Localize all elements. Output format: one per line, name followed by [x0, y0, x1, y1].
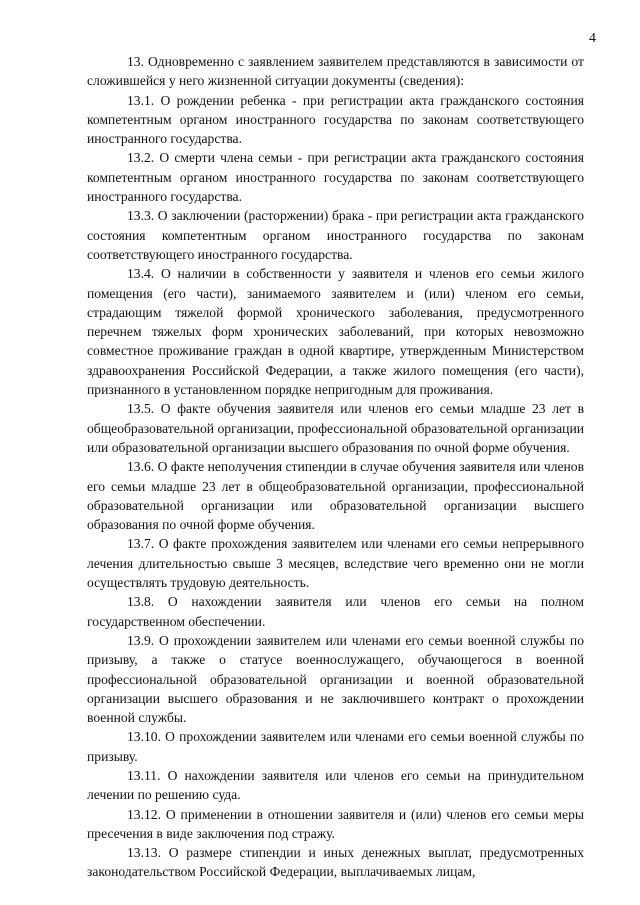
- paragraph-13-12: 13.12. О применении в отношении заявителя и (или) членов его семьи меры пресечения в виде заключения под стражу.: [87, 806, 584, 841]
- paragraph-13-8: 13.8. О нахождении заявителя или членов его семьи на полном государственном обеспечении.: [87, 594, 584, 629]
- page-number: 4: [589, 31, 596, 46]
- paragraph-13-3: 13.3. О заключении (расторжении) брака - при регистрации акта гражданского состояния компетентным органом иностранного государства по законам соответствующего иностранного государства.: [87, 208, 584, 262]
- paragraph-13-6: 13.6. О факте неполучения стипендии в случае обучения заявителя или членов его семьи младше 23 лет в общеобразовательной организации, профессиональной образовательной организации или образовательной организации высшего образования по очной форме обучения.: [87, 459, 584, 533]
- paragraph-13-7: 13.7. О факте прохождения заявителем или членами его семьи непрерывного лечения длительностью свыше 3 месяцев, вследствие чего временно они не могли осуществлять трудовую деятельность.: [87, 536, 584, 591]
- paragraph-13-1: 13.1. О рождении ребенка - при регистрации акта гражданского состояния компетентным органом иностранного государства по законам соответствующего иностранного государства.: [87, 92, 584, 147]
- paragraph-13-5: 13.5. О факте обучения заявителя или членов его семьи младше 23 лет в общеобразовательной организации, профессиональной образовательной организации или образовательной организации высшего образования по очной форме обучения.: [87, 401, 584, 455]
- document-body: [87, 52, 584, 882]
- paragraph-13: 13. Одновременно с заявлением заявителем представляются в зависимости от сложившейся у него жизненной ситуации документы (сведения):: [87, 54, 584, 89]
- paragraph-13-11: 13.11. О нахождении заявителя или членов его семьи на принудительном лечении по решению суда.: [87, 767, 584, 803]
- paragraph-13-4: 13.4. О наличии в собственности у заявителя и членов его семьи жилого помещения (его части), занимаемого заявителем и (или) членом его семьи, страдающим тяжелой формой хронического заболевания, предусмотренного перечнем тяжелых форм хронических заболеваний, при которых невозможно совместное проживание граждан в одной квартире, утвержденным Министерством здравоохранения Российской Федерации, а также жилого помещения (его части), признанного в установленном порядке непригодным для проживания.: [87, 266, 584, 398]
- paragraph-13-9: 13.9. О прохождении заявителем или членами его семьи военной службы по призыву, а также о статусе военнослужащего, обучающегося в военной профессиональной образовательной организации и военной образовательной организации высшего образования и не заключившего контракт о прохождении военной службы.: [87, 632, 584, 726]
- paragraph-13-2: 13.2. О смерти члена семьи - при регистрации акта гражданского состояния компетентным органом иностранного государства по законам соответствующего иностранного государства.: [87, 150, 584, 205]
- paragraph-13-13: 13.13. О размере стипендии и иных денежных выплат, предусмотренных законодательством Российской Федерации, выплачиваемых лицам,: [87, 845, 584, 880]
- paragraph-13-10: 13.10. О прохождении заявителем или членами его семьи военной службы по призыву.: [87, 729, 584, 764]
